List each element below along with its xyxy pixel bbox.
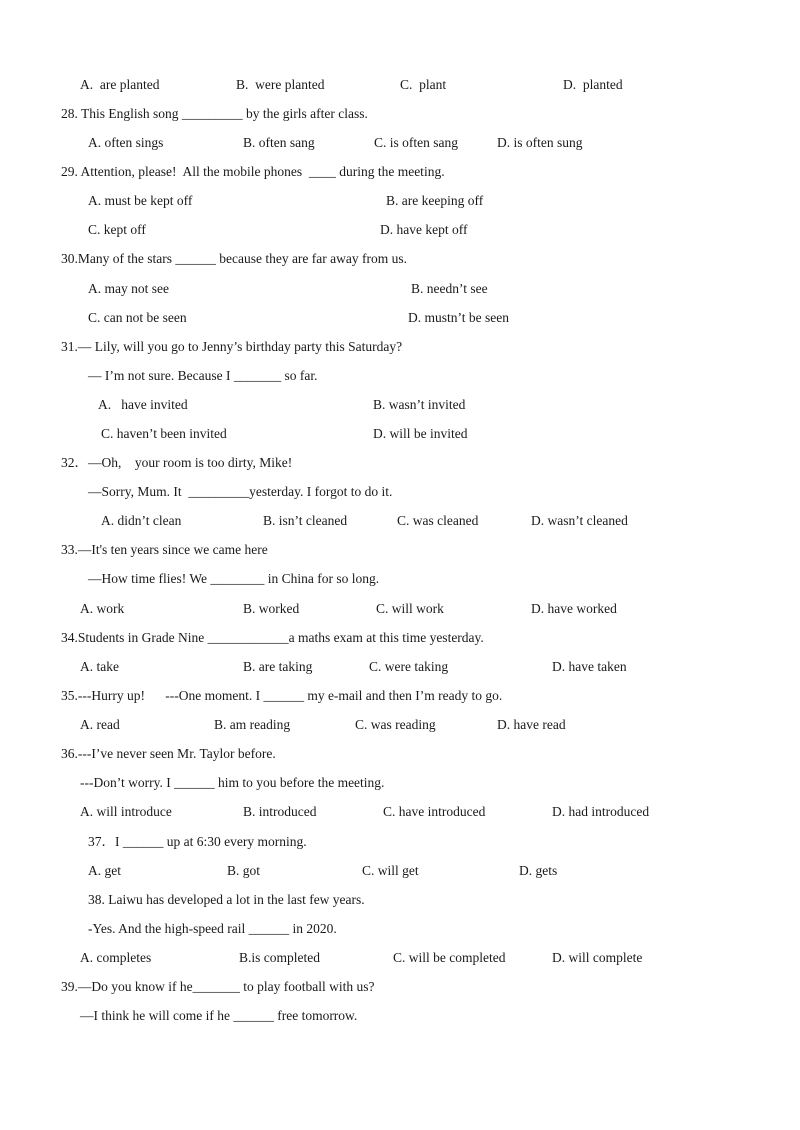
answer-option-q38_opts-0: A. completes: [80, 950, 152, 965]
answer-option-q28_opts-2: C. is often sang: [374, 135, 458, 150]
answer-option-q30_opts2-1: D. mustn’t be seen: [408, 310, 509, 325]
answer-option-q28_opts-1: B. often sang: [243, 135, 315, 150]
answer-option-q32_opts-3: D. wasn’t cleaned: [531, 513, 628, 528]
question-text-q29: 29. Attention, please! All the mobile phones ____ during the meeting.: [61, 164, 445, 179]
question-text-q36b: ---Don’t worry. I ______ him to you before the meeting.: [80, 775, 385, 790]
question-text-q39b: —I think he will come if he ______ free tomorrow.: [80, 1008, 358, 1023]
answer-option-q29_opts2-0: C. kept off: [88, 222, 146, 237]
answer-option-q35_opts-3: D. have read: [497, 717, 566, 732]
answer-option-q30_opts2-0: C. can not be seen: [88, 310, 187, 325]
answer-option-q28_opts-0: A. often sings: [88, 135, 164, 150]
answer-option-q32_opts-1: B. isn’t cleaned: [263, 513, 348, 528]
question-text-q30: 30.Many of the stars ______ because they are far away from us.: [61, 251, 408, 266]
answer-option-q35_opts-2: C. was reading: [355, 717, 436, 732]
answer-option-q27_opts-0: A. are planted: [80, 77, 160, 92]
answer-option-q37_opts-3: D. gets: [519, 863, 558, 878]
question-text-q33b: —How time flies! We ________ in China for so long.: [88, 571, 380, 586]
answer-option-q31_opts1-0: A. have invited: [98, 397, 188, 412]
answer-option-q33_opts-2: C. will work: [376, 601, 444, 616]
answer-option-q33_opts-0: A. work: [80, 601, 125, 616]
answer-option-q29_opts1-0: A. must be kept off: [88, 193, 193, 208]
answer-option-q32_opts-2: C. was cleaned: [397, 513, 479, 528]
question-text-q35: 35.---Hurry up! ---One moment. I ______ my e-mail and then I’m ready to go.: [61, 688, 503, 703]
question-text-q38: 38. Laiwu has developed a lot in the last few years.: [88, 892, 365, 907]
answer-option-q32_opts-0: A. didn’t clean: [101, 513, 182, 528]
answer-option-q37_opts-0: A. get: [88, 863, 121, 878]
question-text-q37: 37．I ______ up at 6:30 every morning.: [88, 834, 307, 849]
answer-option-q28_opts-3: D. is often sung: [497, 135, 583, 150]
answer-option-q36_opts-2: C. have introduced: [383, 804, 486, 819]
answer-option-q31_opts1-1: B. wasn’t invited: [373, 397, 466, 412]
answer-option-q37_opts-1: B. got: [227, 863, 261, 878]
question-text-q32: 32．—Oh, your room is too dirty, Mike!: [61, 455, 293, 470]
answer-option-q34_opts-0: A. take: [80, 659, 119, 674]
answer-option-q30_opts1-0: A. may not see: [88, 281, 169, 296]
answer-option-q33_opts-3: D. have worked: [531, 601, 617, 616]
answer-option-q35_opts-1: B. am reading: [214, 717, 291, 732]
answer-option-q36_opts-0: A. will introduce: [80, 804, 172, 819]
question-text-q32b: —Sorry, Mum. It _________yesterday. I forgot to do it.: [88, 484, 393, 499]
answer-option-q30_opts1-1: B. needn’t see: [411, 281, 488, 296]
answer-option-q37_opts-2: C. will get: [362, 863, 419, 878]
answer-option-q38_opts-3: D. will complete: [552, 950, 643, 965]
question-text-q31: 31.— Lily, will you go to Jenny’s birthday party this Saturday?: [61, 339, 403, 354]
answer-option-q27_opts-2: C. plant: [400, 77, 447, 92]
question-text-q34: 34.Students in Grade Nine ____________a maths exam at this time yesterday.: [61, 630, 484, 645]
answer-option-q38_opts-2: C. will be completed: [393, 950, 506, 965]
answer-option-q33_opts-1: B. worked: [243, 601, 300, 616]
question-text-q31b: — I’m not sure. Because I _______ so far.: [88, 368, 318, 383]
answer-option-q27_opts-1: B. were planted: [236, 77, 325, 92]
answer-option-q36_opts-3: D. had introduced: [552, 804, 650, 819]
question-text-q38b: -Yes. And the high-speed rail ______ in 2020.: [88, 921, 337, 936]
answer-option-q34_opts-2: C. were taking: [369, 659, 449, 674]
answer-option-q36_opts-1: B. introduced: [243, 804, 317, 819]
answer-option-q29_opts1-1: B. are keeping off: [386, 193, 484, 208]
answer-option-q31_opts2-1: D. will be invited: [373, 426, 468, 441]
answer-option-q34_opts-1: B. are taking: [243, 659, 313, 674]
answer-option-q29_opts2-1: D. have kept off: [380, 222, 468, 237]
answer-option-q27_opts-3: D. planted: [563, 77, 623, 92]
question-text-q36: 36.---I’ve never seen Mr. Taylor before.: [61, 746, 276, 761]
answer-option-q31_opts2-0: C. haven’t been invited: [101, 426, 227, 441]
answer-option-q34_opts-3: D. have taken: [552, 659, 627, 674]
question-text-q28: 28. This English song _________ by the girls after class.: [61, 106, 368, 121]
question-text-q39: 39.—Do you know if he_______ to play football with us?: [61, 979, 375, 994]
question-text-q33: 33.—It's ten years since we came here: [61, 542, 268, 557]
answer-option-q35_opts-0: A. read: [80, 717, 120, 732]
answer-option-q38_opts-1: B.is completed: [239, 950, 320, 965]
